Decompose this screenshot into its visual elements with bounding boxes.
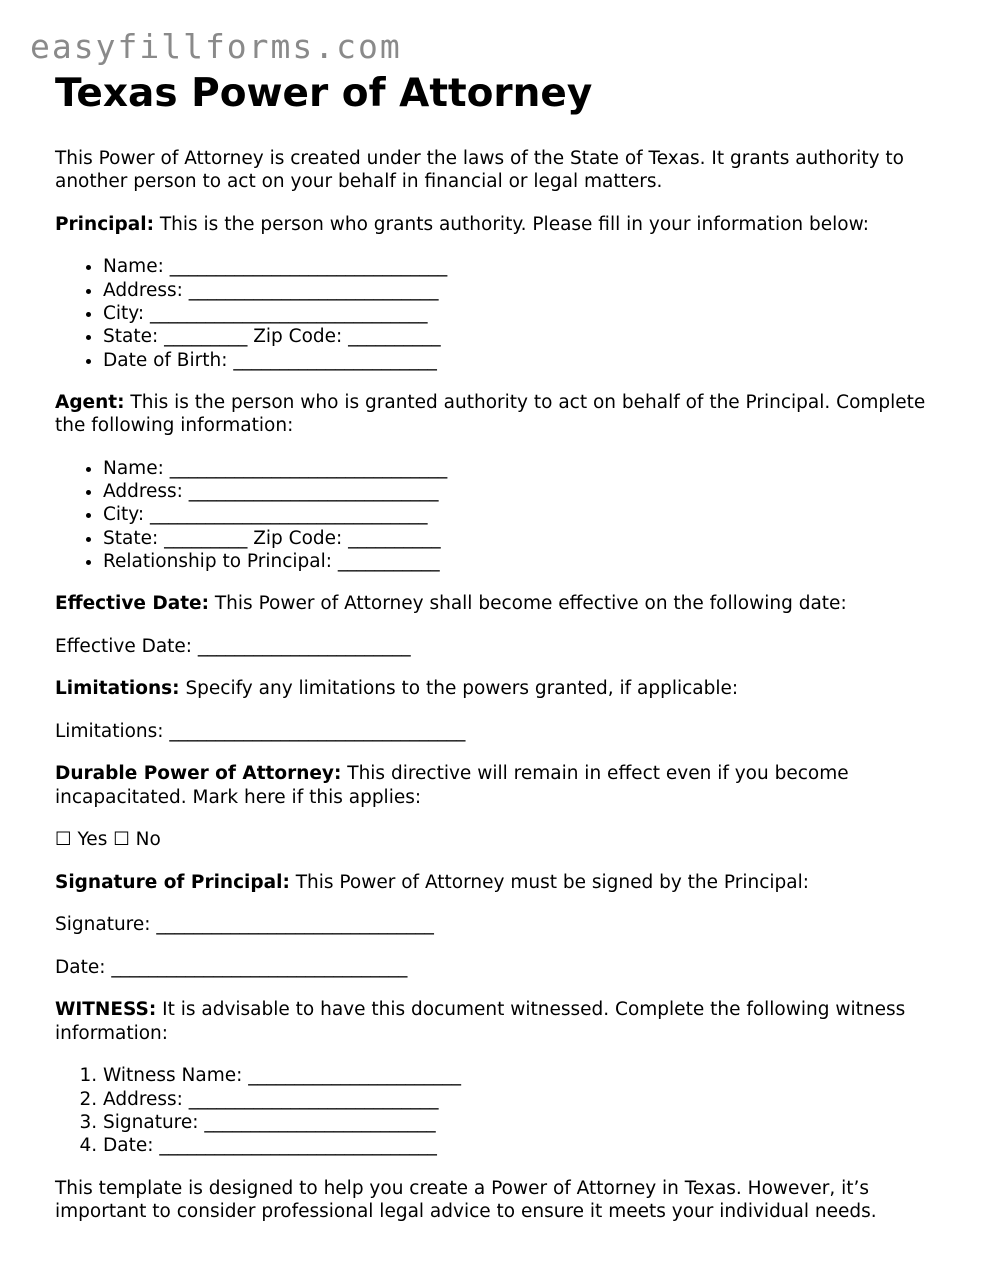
durable-section	[55, 762, 935, 809]
limitations-section	[55, 677, 935, 701]
page-title: Texas Power of Attorney	[55, 71, 593, 116]
signature-section	[55, 871, 935, 895]
signature-text: This Power of Attorney must be signed by the Principal:	[289, 871, 809, 893]
witness-date-field[interactable]: 4. Date: ______________________________	[103, 1134, 935, 1157]
principal-address-field[interactable]: • Address: ___________________________	[103, 279, 935, 302]
footer-note: This template is designed to help you create a Power of Attorney in Texas. However, it’s important to consider professional legal advice to ensure it meets your individual needs.	[55, 1177, 877, 1222]
witness-name-field[interactable]: 1. Witness Name: _______________________	[103, 1064, 935, 1087]
witness-signature-field[interactable]: 3. Signature: _________________________	[103, 1111, 935, 1134]
agent-address-field[interactable]: • Address: ___________________________	[103, 480, 935, 503]
effective-date-heading: Effective Date:	[55, 593, 209, 615]
principal-section	[55, 213, 935, 237]
principal-field-list	[55, 255, 935, 371]
agent-heading: Agent:	[55, 391, 125, 413]
effective-date-section	[55, 592, 935, 616]
limitations-heading: Limitations:	[55, 678, 180, 700]
principal-text: This is the person who grants authority. Please fill in your information below:	[153, 213, 869, 235]
principal-dob-field[interactable]: • Date of Birth: ______________________	[103, 349, 935, 372]
limitations-text: Specify any limitations to the powers granted, if applicable:	[179, 678, 739, 700]
signature-date-field[interactable]: Date: ________________________________	[55, 956, 408, 978]
principal-heading: Principal:	[55, 213, 154, 235]
document-page	[55, 72, 935, 1243]
agent-relationship-field[interactable]: • Relationship to Principal: ___________	[103, 550, 935, 573]
signature-heading: Signature of Principal:	[55, 871, 290, 893]
durable-checkbox-options[interactable]: ☐ Yes ☐ No	[55, 829, 161, 851]
effective-date-text: This Power of Attorney shall become effective on the following date:	[209, 593, 847, 615]
agent-city-field[interactable]: • City: ______________________________	[103, 503, 935, 526]
agent-field-list	[55, 457, 935, 573]
limitations-field[interactable]: Limitations: ________________________________	[55, 720, 466, 742]
intro-paragraph: This Power of Attorney is created under the laws of the State of Texas. It grants authority to another person to act on your behalf in financial or legal matters.	[55, 147, 904, 193]
witness-field-list	[55, 1064, 935, 1157]
principal-city-field[interactable]: • City: ______________________________	[103, 302, 935, 325]
signature-field[interactable]: Signature: ______________________________	[55, 914, 434, 936]
principal-state-zip-field[interactable]: • State: _________ Zip Code: __________	[103, 325, 935, 348]
durable-text: This directive will remain in effect even if you become incapacitated. Mark here if this applies:	[55, 763, 849, 808]
effective-date-field[interactable]: Effective Date: _______________________	[55, 635, 411, 657]
agent-state-zip-field[interactable]: • State: _________ Zip Code: __________	[103, 527, 935, 550]
durable-heading: Durable Power of Attorney:	[55, 763, 342, 785]
witness-text: It is advisable to have this document witnessed. Complete the following witness information:	[55, 999, 906, 1044]
agent-text: This is the person who is granted authority to act on behalf of the Principal. Complete the following information:	[55, 391, 926, 437]
witness-section	[55, 998, 935, 1045]
principal-name-field[interactable]: • Name: ______________________________	[103, 255, 935, 278]
agent-section	[55, 391, 935, 438]
witness-heading: WITNESS:	[55, 999, 157, 1021]
witness-address-field[interactable]: 2. Address: ___________________________	[103, 1088, 935, 1111]
agent-name-field[interactable]: • Name: ______________________________	[103, 457, 935, 480]
watermark: easyfillforms.com	[30, 27, 402, 66]
